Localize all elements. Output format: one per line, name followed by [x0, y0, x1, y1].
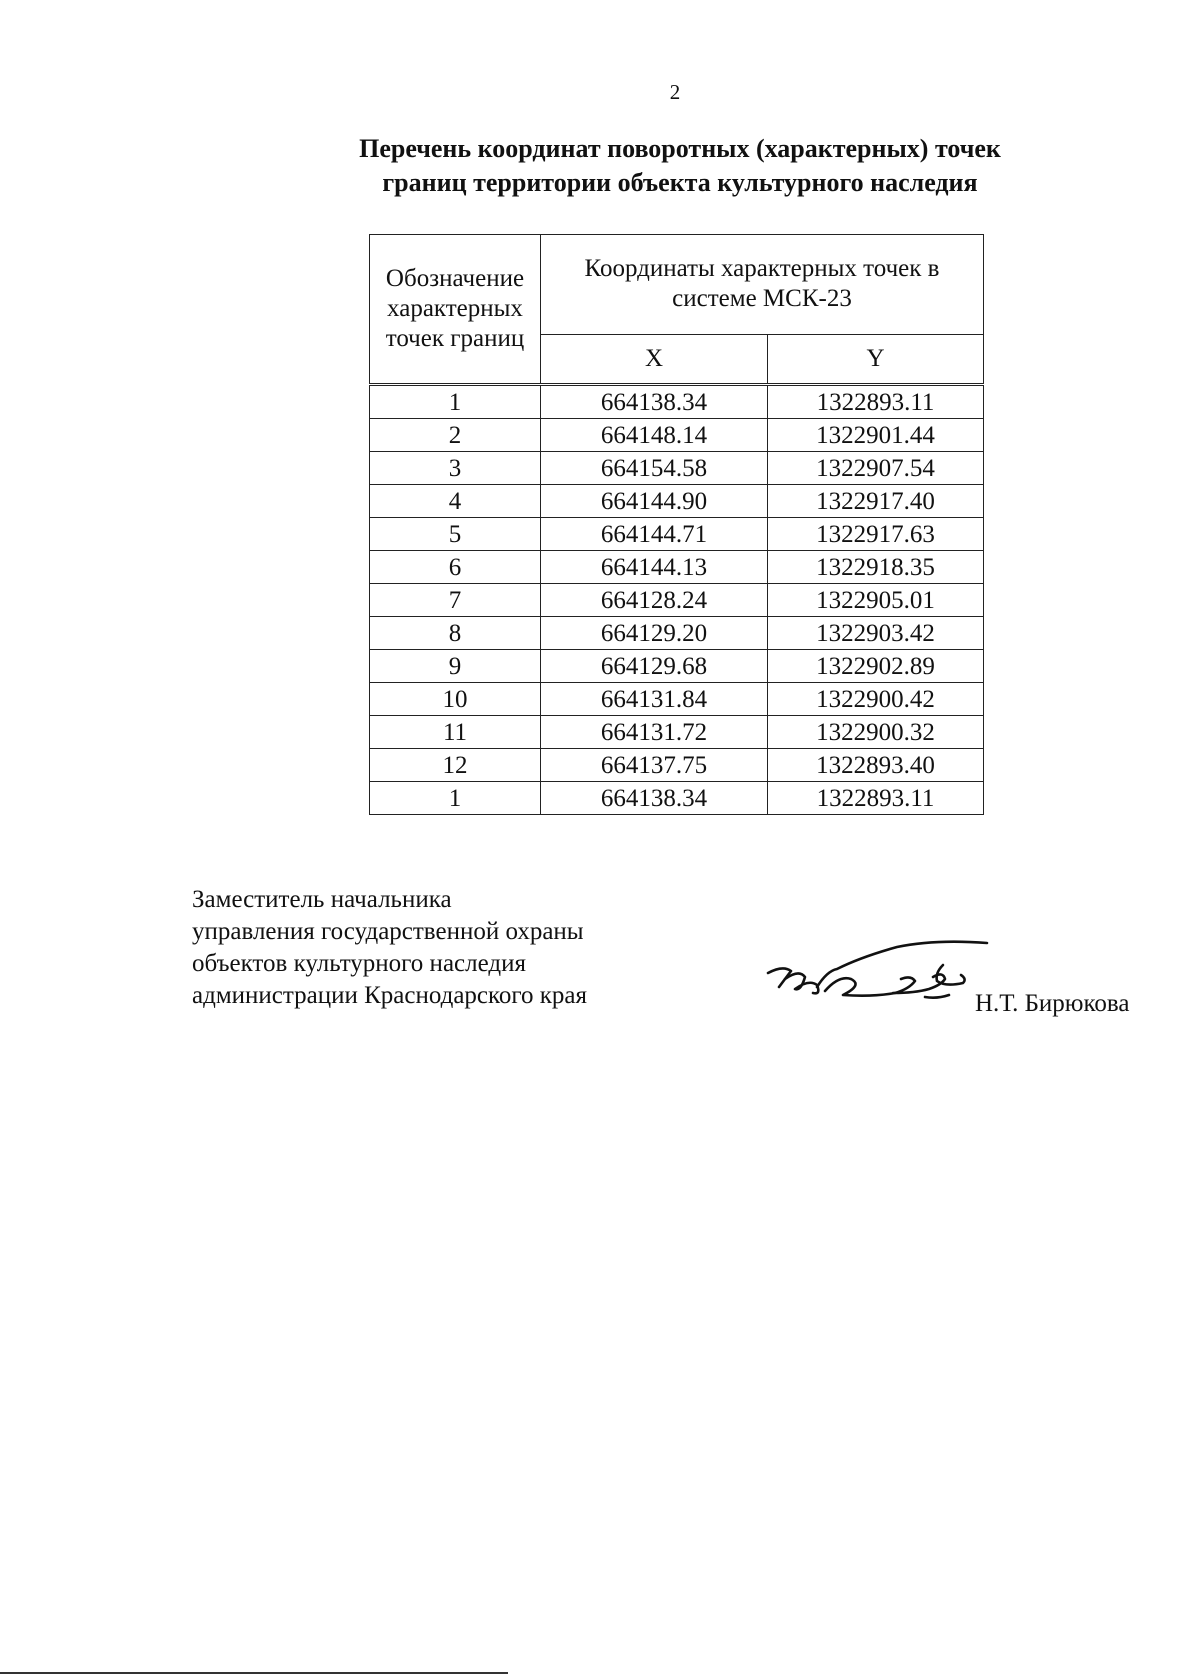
x-coordinate-cell: 664138.34	[541, 385, 768, 419]
x-coordinate-cell: 664148.14	[541, 419, 768, 452]
point-number-cell: 10	[370, 683, 541, 716]
table-row	[370, 452, 984, 485]
position-line: объектов культурного наследия	[192, 950, 526, 977]
position-line: управления государственной охраны	[192, 918, 584, 945]
x-coordinate-cell: 664131.84	[541, 683, 768, 716]
point-number-cell: 6	[370, 551, 541, 584]
point-number-cell: 11	[370, 716, 541, 749]
y-coordinate-cell: 1322918.35	[768, 551, 984, 584]
point-number-cell: 12	[370, 749, 541, 782]
y-coordinate-cell: 1322893.11	[768, 782, 984, 815]
table-row	[370, 485, 984, 518]
y-coordinate-cell: 1322917.40	[768, 485, 984, 518]
header-coordinates-line: системе МСК-23	[672, 285, 852, 313]
point-number-cell: 9	[370, 650, 541, 683]
x-coordinate-cell: 664129.20	[541, 617, 768, 650]
point-number-cell: 1	[370, 782, 541, 815]
x-coordinate-cell: 664144.71	[541, 518, 768, 551]
table-row	[370, 419, 984, 452]
y-coordinate-cell: 1322893.40	[768, 749, 984, 782]
x-coordinate-cell: 664128.24	[541, 584, 768, 617]
table-row	[370, 683, 984, 716]
table-row	[370, 650, 984, 683]
table-row	[370, 584, 984, 617]
table-row	[370, 617, 984, 650]
y-coordinate-cell: 1322900.42	[768, 683, 984, 716]
handwritten-signature	[765, 935, 995, 1030]
x-coordinate-cell: 664129.68	[541, 650, 768, 683]
table-row	[370, 518, 984, 551]
header-designation-line: точек границ	[385, 325, 525, 352]
y-coordinate-cell: 1322903.42	[768, 617, 984, 650]
signer-name: Н.Т. Бирюкова	[975, 990, 1130, 1017]
y-coordinate-cell: 1322900.32	[768, 716, 984, 749]
y-coordinate-cell: 1322893.11	[768, 385, 984, 419]
page-footer-rule	[0, 1672, 508, 1674]
point-number-cell: 1	[370, 385, 541, 419]
point-number-cell: 7	[370, 584, 541, 617]
x-coordinate-cell: 664131.72	[541, 716, 768, 749]
title-line-1: Перечень координат поворотных (характерных) точек	[359, 134, 1001, 163]
table-row	[370, 385, 984, 419]
document-title	[300, 132, 1060, 200]
header-coordinates	[541, 235, 984, 335]
coordinates-table	[369, 234, 984, 815]
header-y: Y	[768, 334, 984, 384]
point-number-cell: 4	[370, 485, 541, 518]
position-line: администрации Краснодарского края	[192, 982, 588, 1009]
header-x: X	[541, 334, 768, 384]
header-coordinates-line: Координаты характерных точек в	[584, 255, 940, 283]
y-coordinate-cell: 1322917.63	[768, 518, 984, 551]
point-number-cell: 2	[370, 419, 541, 452]
point-number-cell: 8	[370, 617, 541, 650]
x-coordinate-cell: 664137.75	[541, 749, 768, 782]
x-coordinate-cell: 664154.58	[541, 452, 768, 485]
x-coordinate-cell: 664144.90	[541, 485, 768, 518]
point-number-cell: 3	[370, 452, 541, 485]
point-number-cell: 5	[370, 518, 541, 551]
signatory-position	[192, 884, 587, 1012]
table-row	[370, 749, 984, 782]
y-coordinate-cell: 1322905.01	[768, 584, 984, 617]
page-number: 2	[669, 80, 681, 104]
y-coordinate-cell: 1322902.89	[768, 650, 984, 683]
y-coordinate-cell: 1322907.54	[768, 452, 984, 485]
header-designation-line: Обозначение	[385, 265, 525, 292]
table-row	[370, 716, 984, 749]
title-line-2: границ территории объекта культурного наследия	[382, 168, 978, 197]
y-coordinate-cell: 1322901.44	[768, 419, 984, 452]
table-row	[370, 551, 984, 584]
header-designation-line: характерных	[387, 295, 523, 322]
position-line: Заместитель начальника	[192, 886, 452, 913]
table-row	[370, 782, 984, 815]
x-coordinate-cell: 664138.34	[541, 782, 768, 815]
header-point-designation	[370, 235, 541, 385]
x-coordinate-cell: 664144.13	[541, 551, 768, 584]
